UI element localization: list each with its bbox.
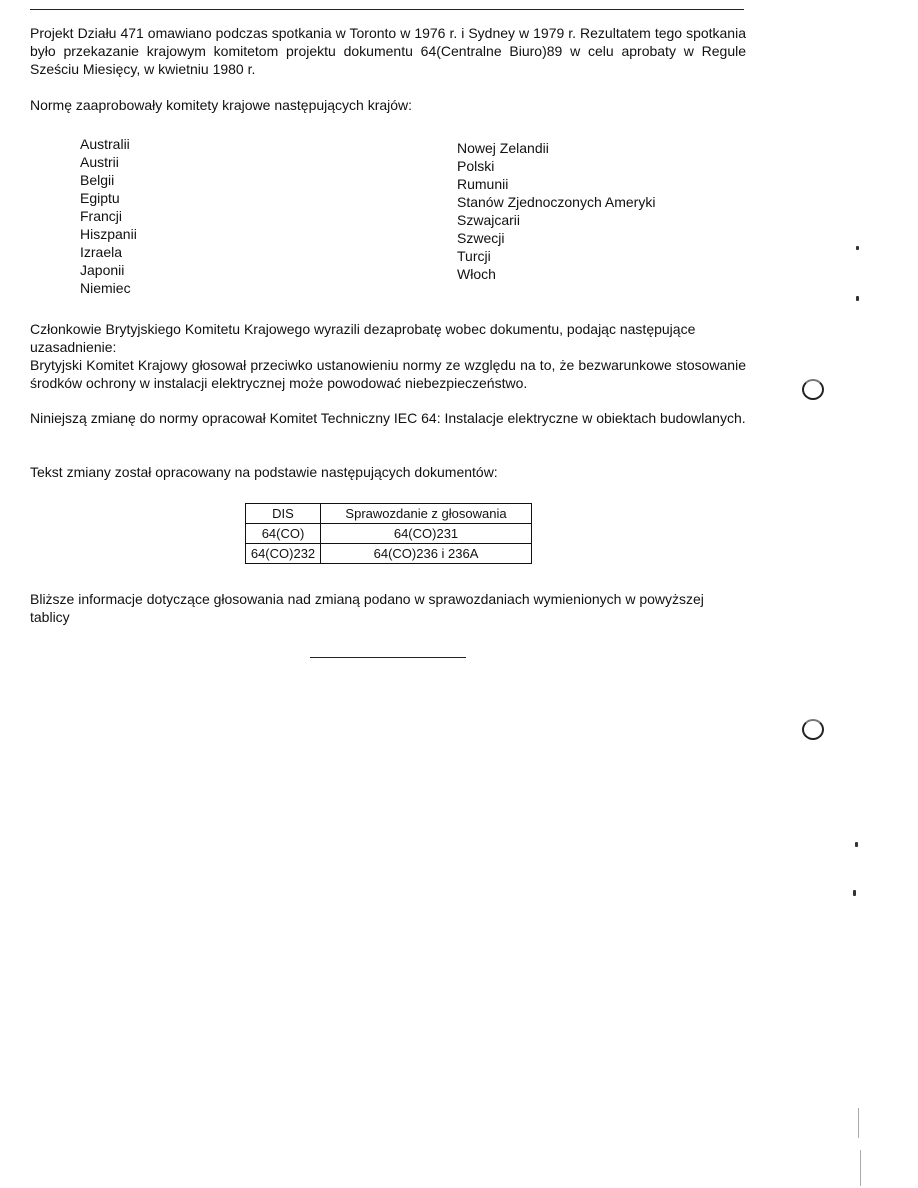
approval-intro: Normę zaaprobowały komitety krajowe następujących krajów: [30, 97, 413, 113]
country-item: Australii [80, 136, 130, 152]
objection-intro: Członkowie Brytyjskiego Komitetu Krajowego wyrazili dezaprobatę wobec dokumentu, podając następujące uzasadnienie: [30, 321, 696, 355]
punch-hole-icon [802, 379, 824, 400]
country-item: Niemiec [80, 280, 131, 296]
committee-paragraph: Niniejszą zmianę do normy opracował Komitet Techniczny IEC 64: Instalacje elektryczne w obiektach budowlanych. [30, 410, 746, 426]
closing-paragraph: Bliższe informacje dotyczące głosowania nad zmianą podano w sprawozdaniach wymienionych w powyższej tablicy [30, 591, 704, 625]
top-rule [30, 9, 744, 10]
country-item: Francji [80, 208, 123, 224]
country-item: Rumunii [457, 176, 509, 192]
countries-right-list [457, 139, 655, 283]
country-item: Polski [457, 158, 495, 174]
end-rule [310, 657, 466, 658]
country-item: Szwajcarii [457, 212, 521, 228]
country-item: Belgii [80, 172, 115, 188]
scan-edge-line [860, 1150, 861, 1186]
basis-paragraph: Tekst zmiany został opracowany na podstawie następujących dokumentów: [30, 464, 498, 480]
punch-hole-icon [802, 719, 824, 740]
country-item: Egiptu [80, 190, 120, 206]
country-item: Japonii [80, 262, 125, 278]
table-cell: 64(CO)236 i 236A [321, 544, 532, 564]
table-row [246, 524, 532, 544]
country-item: Hiszpanii [80, 226, 137, 242]
country-item: Szwecji [457, 230, 505, 246]
country-item: Izraela [80, 244, 123, 260]
table-cell: 64(CO)232 [246, 544, 321, 564]
scan-speck [856, 296, 859, 301]
table-header-cell: Sprawozdanie z głosowania [321, 504, 532, 524]
country-item: Turcji [457, 248, 491, 264]
table-row [246, 544, 532, 564]
countries-left-list [80, 135, 137, 297]
intro-paragraph: Projekt Działu 471 omawiano podczas spotkania w Toronto w 1976 r. i Sydney w 1979 r. Rezultatem tego spotkania było przekazanie krajowym komitetom projektu dokumentu 64(Centralne Biuro)89 w celu aprobaty w Regule Sześciu Miesięcy, w kwietniu 1980 r. [30, 25, 746, 77]
documents-table [245, 503, 532, 564]
scan-speck [855, 842, 858, 847]
table-header-cell: DIS [246, 504, 321, 524]
country-item: Stanów Zjednoczonych Ameryki [457, 194, 656, 210]
table-cell: 64(CO)231 [321, 524, 532, 544]
scan-edge-line [858, 1108, 859, 1138]
table-header-row [246, 504, 532, 524]
scan-speck [856, 246, 859, 250]
objection-reason: Brytyjski Komitet Krajowy głosował przeciwko ustanowieniu normy ze względu na to, że bezwarunkowe stosowanie środków ochrony w instalacji elektrycznej może powodować niebezpieczeństwo. [30, 357, 746, 391]
country-item: Włoch [457, 266, 496, 282]
table-cell: 64(CO) [246, 524, 321, 544]
scan-speck [853, 890, 856, 896]
country-item: Austrii [80, 154, 119, 170]
country-item: Nowej Zelandii [457, 140, 549, 156]
